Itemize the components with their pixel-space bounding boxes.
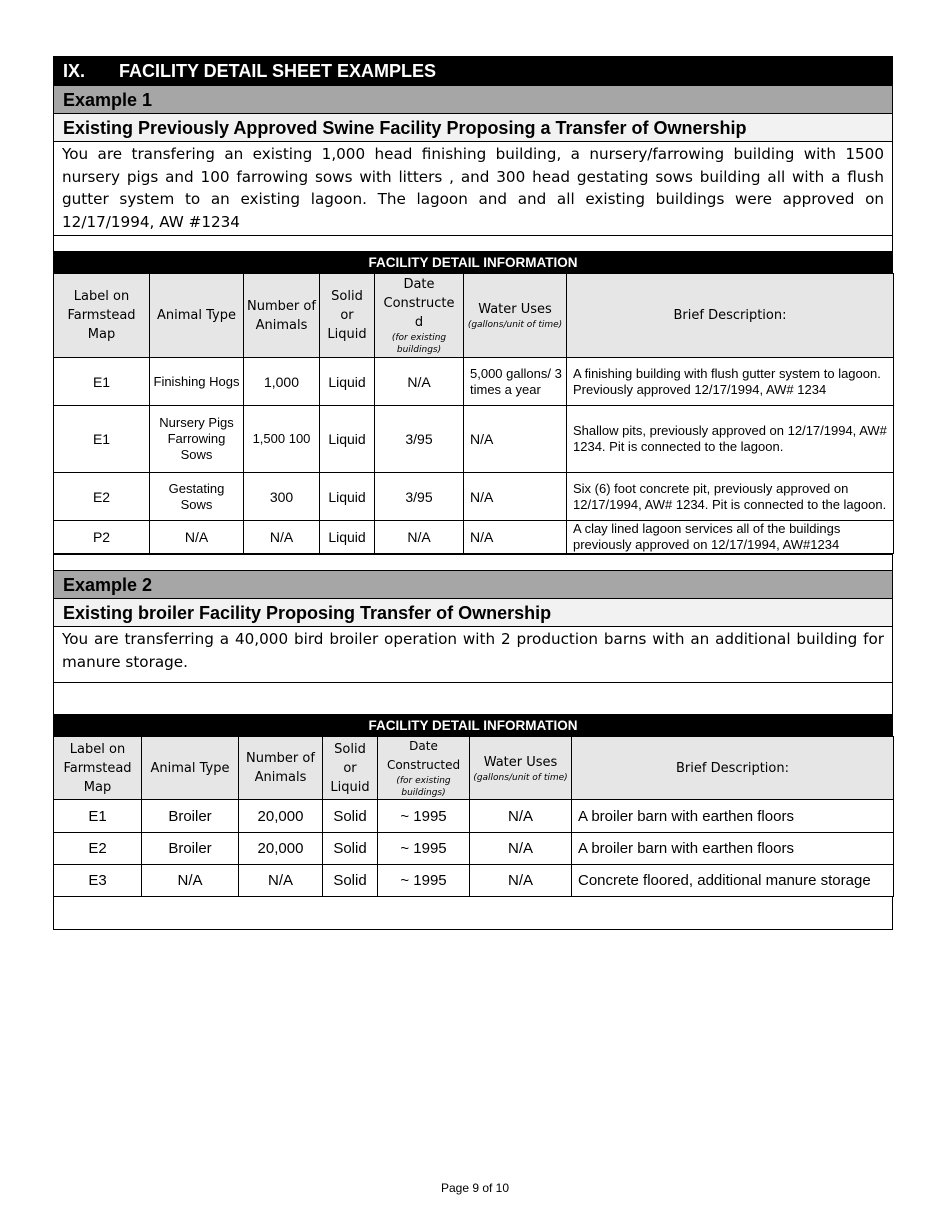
header-date-note: (for existing buildings) bbox=[396, 776, 451, 798]
cell-water: N/A bbox=[464, 406, 567, 473]
cell-label: E1 bbox=[54, 406, 150, 473]
cell-animal-type: Nursery Pigs Farrowing Sows bbox=[150, 406, 244, 473]
header-water bbox=[464, 274, 567, 358]
example2-subtitle: Existing broiler Facility Proposing Transfer of Ownership bbox=[53, 598, 893, 626]
example2-spacer bbox=[53, 682, 893, 714]
example1-title: Example 1 bbox=[53, 85, 893, 113]
cell-number: 1,000 bbox=[244, 358, 320, 406]
cell-animal-type: Finishing Hogs bbox=[150, 358, 244, 406]
header-date-label: Date Constructed bbox=[386, 739, 461, 772]
section-heading: FACILITY DETAIL SHEET EXAMPLES bbox=[119, 61, 437, 81]
cell-water: N/A bbox=[464, 521, 567, 554]
cell-description: Concrete floored, additional manure storage bbox=[572, 865, 894, 897]
cell-animal-type: Gestating Sows bbox=[150, 473, 244, 521]
header-animal-type: Animal Type bbox=[150, 274, 244, 358]
cell-number: 300 bbox=[244, 473, 320, 521]
cell-number: N/A bbox=[239, 865, 323, 897]
example1-table-title: FACILITY DETAIL INFORMATION bbox=[53, 251, 893, 273]
example1-bottom-spacer bbox=[53, 554, 893, 570]
cell-number: 20,000 bbox=[239, 833, 323, 865]
example2-table-title: FACILITY DETAIL INFORMATION bbox=[53, 714, 893, 736]
cell-solid-liquid: Solid bbox=[323, 800, 378, 833]
header-date-label: Date Constructe d bbox=[383, 277, 455, 330]
cell-animal-type: Broiler bbox=[142, 800, 239, 833]
cell-description: A broiler barn with earthen floors bbox=[572, 800, 894, 833]
cell-label: E2 bbox=[54, 833, 142, 865]
table-row bbox=[54, 521, 894, 554]
cell-label: E3 bbox=[54, 865, 142, 897]
example1-table bbox=[53, 273, 894, 554]
example1-header-row bbox=[54, 274, 894, 358]
table-row bbox=[54, 473, 894, 521]
table-row bbox=[54, 406, 894, 473]
cell-description: Shallow pits, previously approved on 12/17/1994, AW# 1234. Pit is connected to the lagoon. bbox=[567, 406, 894, 473]
cell-water: N/A bbox=[470, 865, 572, 897]
header-date bbox=[378, 737, 470, 800]
cell-animal-type: N/A bbox=[142, 865, 239, 897]
cell-water: N/A bbox=[470, 833, 572, 865]
header-solid-liquid: Solid or Liquid bbox=[323, 737, 378, 800]
header-description: Brief Description: bbox=[572, 737, 894, 800]
header-water-label: Water Uses bbox=[478, 302, 552, 317]
cell-date: ~ 1995 bbox=[378, 865, 470, 897]
cell-number: 20,000 bbox=[239, 800, 323, 833]
cell-number: 1,500 100 bbox=[244, 406, 320, 473]
cell-description: A finishing building with flush gutter system to lagoon. Previously approved 12/17/1994, AW# 1234 bbox=[567, 358, 894, 406]
cell-water: N/A bbox=[464, 473, 567, 521]
header-water-label: Water Uses bbox=[483, 754, 558, 770]
header-water-note: (gallons/unit of time) bbox=[467, 320, 563, 330]
example1-spacer bbox=[53, 235, 893, 251]
cell-animal-type: Broiler bbox=[142, 833, 239, 865]
example2-title: Example 2 bbox=[53, 570, 893, 598]
page-number: Page 9 of 10 bbox=[440, 1181, 510, 1195]
cell-solid-liquid: Solid bbox=[323, 833, 378, 865]
header-solid-liquid: Solid or Liquid bbox=[320, 274, 375, 358]
cell-date: 3/95 bbox=[375, 473, 464, 521]
table-row bbox=[54, 865, 894, 897]
cell-label: E1 bbox=[54, 800, 142, 833]
cell-animal-type: N/A bbox=[150, 521, 244, 554]
cell-description: Six (6) foot concrete pit, previously approved on 12/17/1994, AW# 1234. Pit is connected to the lagoon. bbox=[567, 473, 894, 521]
cell-description: A clay lined lagoon services all of the buildings previously approved on 12/17/1994, AW#1234 bbox=[567, 521, 894, 554]
cell-label: P2 bbox=[54, 521, 150, 554]
header-label: Label on Farmstead Map bbox=[54, 274, 150, 358]
header-number: Number of Animals bbox=[244, 274, 320, 358]
section-title bbox=[53, 56, 893, 85]
header-description: Brief Description: bbox=[567, 274, 894, 358]
example2-header-row bbox=[54, 737, 894, 800]
header-label: Label on Farmstead Map bbox=[54, 737, 142, 800]
cell-label: E2 bbox=[54, 473, 150, 521]
cell-label: E1 bbox=[54, 358, 150, 406]
table-row bbox=[54, 833, 894, 865]
header-water-note: (gallons/unit of time) bbox=[473, 772, 568, 783]
cell-date: 3/95 bbox=[375, 406, 464, 473]
section-number: IX. bbox=[63, 61, 86, 81]
cell-date: N/A bbox=[375, 358, 464, 406]
cell-water: N/A bbox=[470, 800, 572, 833]
header-water bbox=[470, 737, 572, 800]
cell-date: N/A bbox=[375, 521, 464, 554]
cell-solid-liquid: Liquid bbox=[320, 473, 375, 521]
example2-table bbox=[53, 736, 894, 897]
example2-bottom-spacer bbox=[53, 897, 893, 930]
header-number: Number of Animals bbox=[239, 737, 323, 800]
cell-solid-liquid: Liquid bbox=[320, 406, 375, 473]
cell-solid-liquid: Liquid bbox=[320, 521, 375, 554]
document-page bbox=[53, 56, 893, 930]
cell-water: 5,000 gallons/ 3 times a year bbox=[464, 358, 567, 406]
example2-description: You are transferring a 40,000 bird broiler operation with 2 production barns with an additional building for manure storage. bbox=[53, 626, 893, 682]
cell-description: A broiler barn with earthen floors bbox=[572, 833, 894, 865]
header-animal-type: Animal Type bbox=[142, 737, 239, 800]
cell-date: ~ 1995 bbox=[378, 800, 470, 833]
cell-solid-liquid: Solid bbox=[323, 865, 378, 897]
header-date bbox=[375, 274, 464, 358]
table-row bbox=[54, 800, 894, 833]
example1-description: You are transfering an existing 1,000 head finishing building, a nursery/farrowing building with 1500 nursery pigs and 100 farrowing sows with litters , and 300 head gestating sows building all with a flush gutter system to an existing lagoon. The lagoon and and all existing buildings were approved on 12/17/1994, AW #1234 bbox=[53, 141, 893, 235]
table-row bbox=[54, 358, 894, 406]
cell-date: ~ 1995 bbox=[378, 833, 470, 865]
cell-number: N/A bbox=[244, 521, 320, 554]
example1-subtitle: Existing Previously Approved Swine Facility Proposing a Transfer of Ownership bbox=[53, 113, 893, 141]
header-date-note: (for existing buildings) bbox=[391, 333, 447, 355]
cell-solid-liquid: Liquid bbox=[320, 358, 375, 406]
